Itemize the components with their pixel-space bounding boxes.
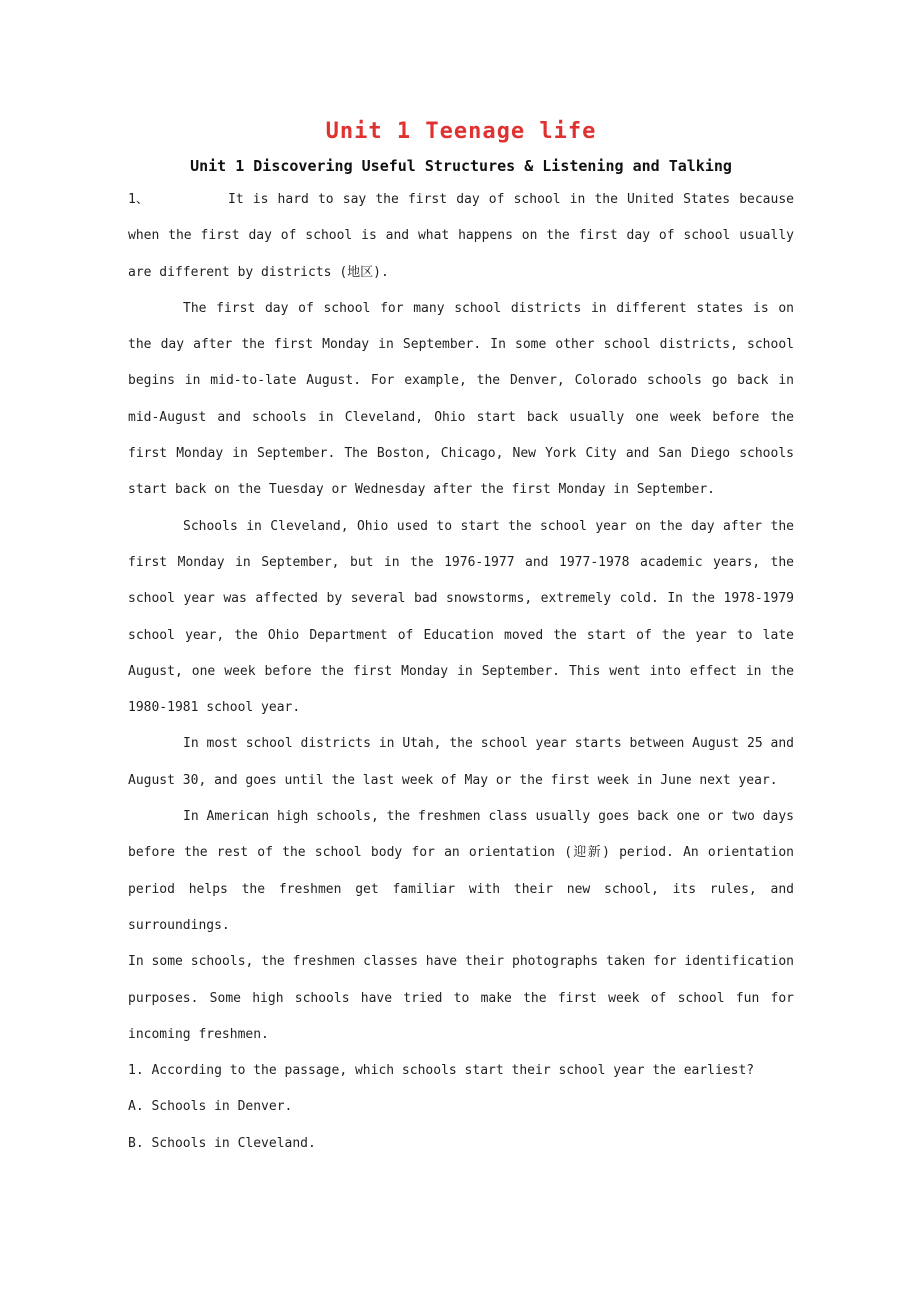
question-prompt: 1. According to the passage, which schools start their school year the earliest? [128, 1063, 755, 1079]
paragraph-freshmen-photos: In some schools, the freshmen classes have their photographs taken for identification purposes. Some high schools have tried to make the first week of school fun for incoming freshmen. [128, 954, 794, 1042]
document-subtitle: Unit 1 Discovering Useful Structures & Listening and Talking [190, 157, 732, 175]
paragraph-utah: In most school districts in Utah, the school year starts between August 25 and August 30, and goes until the last week of May or the first week in June next year. [128, 736, 794, 788]
paragraph-first-day: The first day of school for many school districts in different states is on the day after the first Monday in September. In some other school districts, school begins in mid-to-late August. For example, the Denver, Colorado schools go back in mid-August and schools in Cleveland, Ohio start back usually one week before the first Monday in September. The Boston, Chicago, New York City and San Diego schools start back on the Tuesday or Wednesday after the first Monday in September. [128, 300, 794, 498]
document-title: Unit 1 Teenage life [325, 119, 597, 144]
document-body [128, 182, 794, 1162]
paragraph-number: 1、 [128, 192, 149, 207]
paragraph-cleveland-history: Schools in Cleveland, Ohio used to start the school year on the day after the first Monday in September, but in the 1976-1977 and 1977-1978 academic years, the school year was affected by several bad snowstorms, extremely cold. In the 1978-1979 school year, the Ohio Department of Education moved the start of the year to late August, one week before the first Monday in September. This went into effect in the 1980-1981 school year. [128, 518, 794, 716]
paragraph-orientation: In American high schools, the freshmen class usually goes back one or two days before the rest of the school body for an orientation (迎新) period. An orientation period helps the freshmen get familiar with their new school, its rules, and surroundings. [128, 809, 794, 933]
question-option-b: B. Schools in Cleveland. [128, 1135, 316, 1151]
paragraph-intro-text: It is hard to say the first day of school in the United States because when the first day of school is and what happens on the first day of school usually are different by districts (地区). [128, 192, 794, 280]
paragraph-intro [128, 182, 794, 291]
question-option-a: A. Schools in Denver. [128, 1099, 293, 1115]
